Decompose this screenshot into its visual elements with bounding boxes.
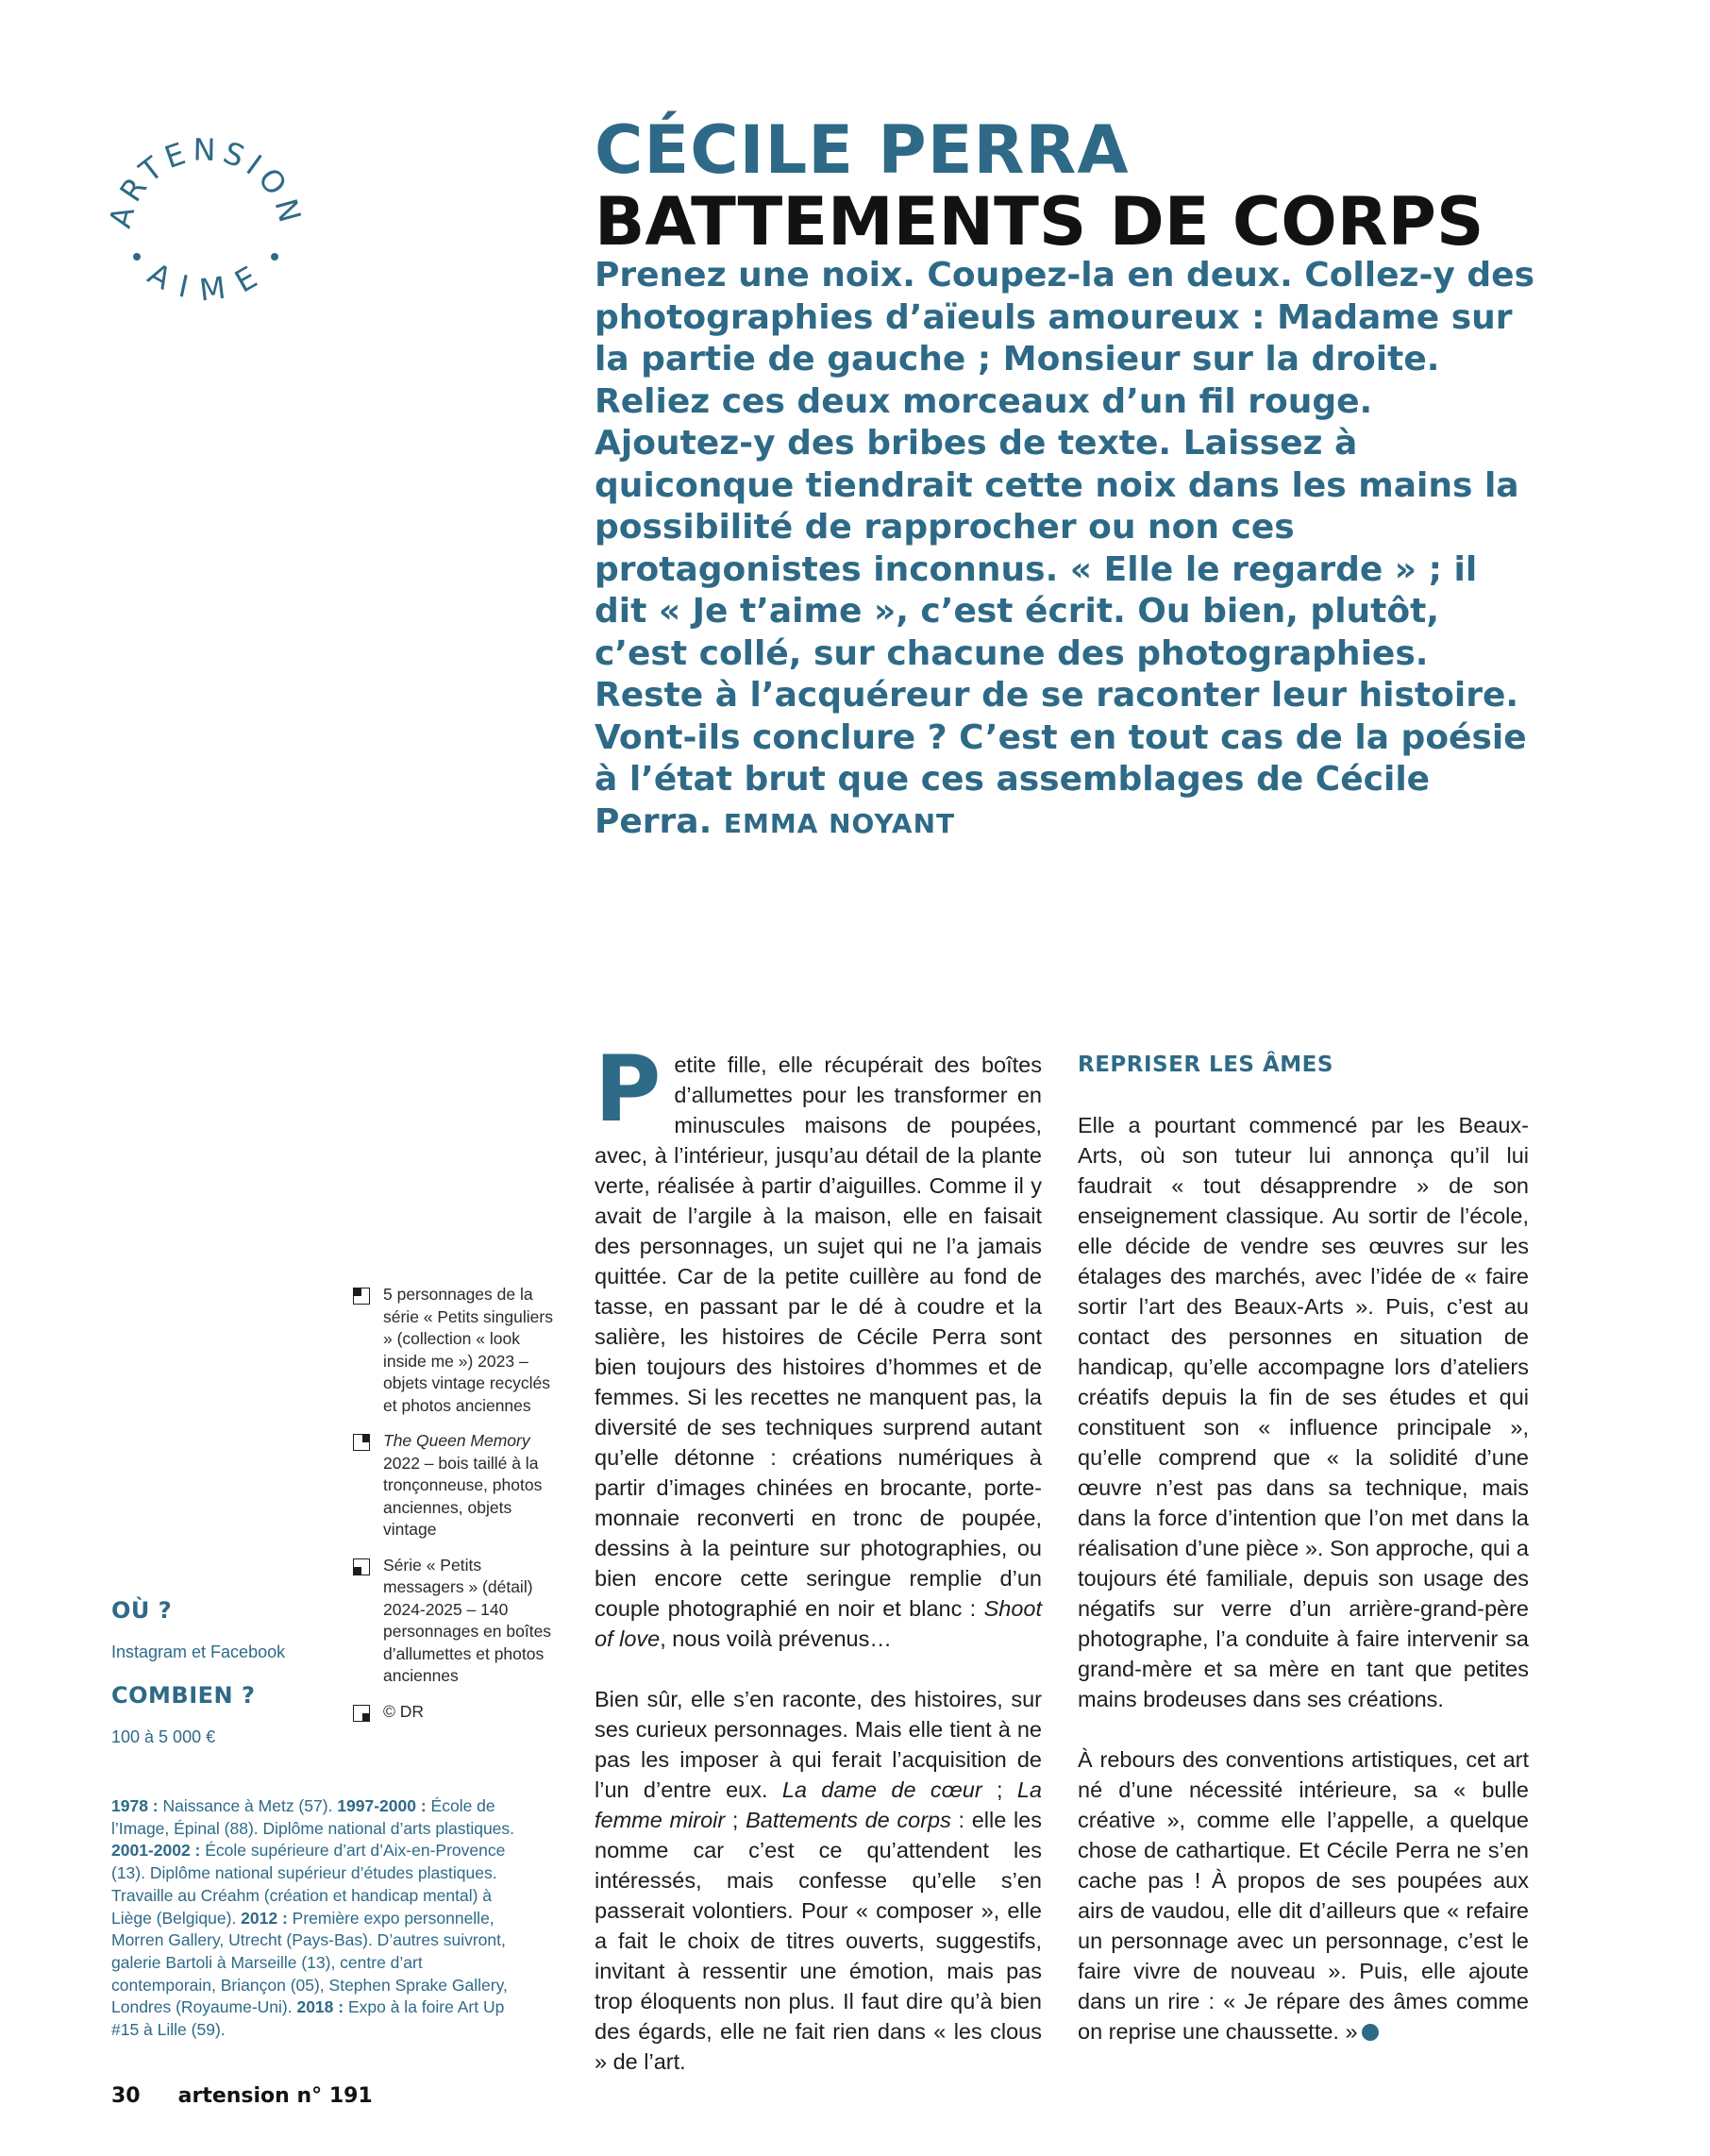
article-paragraph-3: Elle a pourtant commencé par les Beaux-Arts, où son tuteur lui annonça qu’il lui faudrait « tout désapprendre » de son enseignement classique. Au sortir de l’école, elle décide de vendre ses œuvres sur les étalages des marchés, avec l’idée de « faire sortir l’art des Beaux-Arts ». Puis, c’est au contact des personnes en situation de handicap, qu’elle accompagne lors d’ateliers créatifs depuis la fin de ses études et qui constituent son « influence principale », qu’elle comprend que « la solidité d’une œuvre n’est pas dans sa technique, mais dans la force d’intention que l’on met dans la réalisation d’une pièce ». Son approche, qui a toujours été familiale, depuis son usage des négatifs sur verre d’un arrière-grand-père photographe, l’a conduite à faire intervenir sa grand-mère et sa mère en tant que petites mains brodeuses dans ses créations.: [1078, 1113, 1529, 1711]
artension-aime-badge: [102, 96, 310, 304]
article-paragraph-2: Bien sûr, elle s’en raconte, des histoires, sur ses curieux personnages. Mais elle tient à ne pas les imposer à qui ferait l’acquisition de l’un d’entre eux. La dame de cœur ; La femme miroir ; Battements de corps : elle les nomme car c’est ce qu’attendent les intéressés, mais confesse qu’elle s’en passerait volontiers. Pour « composer », elle a fait le choix de titres ouverts, suggestifs, invitant à ressentir une émotion, mais pas trop éloquents non plus. Il faut dire qu’à bien des égards, elle ne fait rien dans « les clous » de l’art.: [595, 1687, 1042, 2074]
artwork-title-femme-miroir: La femme miroir: [595, 1777, 1042, 1832]
lead-text: Prenez une noix. Coupez-la en deux. Collez-y des photographies d’aïeuls amoureux : Madame sur la partie de gauche ; Monsieur sur la droite. Reliez ces deux morceaux d’un fil rouge. Ajoutez-y des bribes de texte. Laissez à quiconque tiendrait cette noix dans les mains la possibilité de rapprocher ou non ces protagonistes inconnus. « Elle le regarde » ; il dit « Je t’aime », c’est écrit. Ou bien, plutôt, c’est collé, sur chacune des photographies. Reste à l’acquéreur de se raconter leur histoire. Vont-ils conclure ? C’est en tout cas de la poésie à l’état brut que ces assemblages de Cécile Perra.: [595, 256, 1535, 841]
position-bottom-left-icon: [353, 1558, 370, 1575]
article-subheading: REPRISER LES ÂMES: [1078, 1053, 1333, 1077]
artwork-title-dame-de-coeur: La dame de cœur: [781, 1777, 982, 1802]
lead-author: EMMA NOYANT: [723, 807, 956, 839]
artist-biography: 1978 : Naissance à Metz (57). 1997-2000 : École de l’Image, Épinal (88). Diplôme national d’arts plastiques. 2001-2002 : École supérieure d’art d’Aix-en-Provence (13). Diplôme national supérieur d’études plastiques. Travaille au Créahm (création et handicap mental) à Liège (Belgique). 2012 : Première expo personnelle, Morren Gallery, Utrecht (Pays-Bas). D’autres suivront, galerie Bartoli à Marseille (13), centre d’art contemporain, Briançon (05), Stephen Sprake Gallery, Londres (Royaume-Uni). 2018 : Expo à la foire Art Up #15 à Lille (59).: [111, 1796, 515, 2040]
end-mark-icon: [1362, 2024, 1379, 2041]
badge-top-text: ARTENSION: [102, 131, 310, 232]
article-column-2: [1078, 1050, 1529, 2077]
where-heading: OÙ ?: [111, 1597, 173, 1624]
image-captions: [353, 1284, 562, 1736]
article-title-name: CÉCILE PERRA: [595, 111, 1130, 189]
caption-artwork-title: The Queen Memory: [383, 1431, 530, 1450]
article-lead: [595, 255, 1538, 845]
page-number: 30: [111, 2084, 141, 2108]
caption-2: The Queen Memory 2022 – bois taillé à la tronçonneuse, photos anciennes, objets vintage: [353, 1430, 562, 1541]
article-title-subtitle: BATTEMENTS DE CORPS: [595, 183, 1484, 261]
price-heading: COMBIEN ?: [111, 1682, 256, 1709]
drop-cap: P: [595, 1036, 662, 1142]
position-top-right-icon: [353, 1434, 370, 1451]
page-footer: [111, 2084, 411, 2108]
article-paragraph-1: Petite fille, elle récupérait des boîtes d’allumettes pour les transformer en minuscules maisons de poupées, avec, à l’intérieur, jusqu’au détail de la plante verte, réalisée à partir d’aiguilles. Comme il y avait de l’argile à la maison, elle en faisait des personnages, un sujet qui ne l’a jamais quittée. Car de la petite cuillère au fond de tasse, en passant par le dé à coudre et la salière, les histoires de Cécile Perra sont bien toujours des histoires d’hommes et de femmes. Si les recettes ne manquent pas, la diversité de ses techniques surprend autant qu’elle détonne : créations numériques à partir d’images chinées en brocante, porte-monnaie reconverti en tronc de poupée, dessins à la peinture sur photographies, ou bien encore cette seringue remplie d’un couple photographié en noir et blanc : Shoot of love, nous voilà prévenus…: [595, 1036, 1042, 1651]
caption-credit: © DR: [353, 1701, 562, 1724]
artwork-title-shoot-of-love: Shoot of love: [595, 1596, 1042, 1651]
article-paragraph-4: À rebours des conventions artistiques, cet art né d’une nécessité intérieure, sa « bulle créative », comme elle l’appelle, a quelque chose de cathartique. Et Cécile Perra ne s’en cache pas ! À propos de ses poupées aux airs de vaudou, elle dit d’ailleurs que « refaire un personnage avec un personnage, c’est le faire vivre de nouveau ». Puis, elle ajoute dans un rire : « Je répare des âmes comme on reprise une chaussette. »: [1078, 1747, 1529, 2044]
caption-3: Série « Petits messagers » (détail) 2024-2025 – 140 personnages en boîtes d’allumettes et photos anciennes: [353, 1555, 562, 1688]
where-text: Instagram et Facebook: [111, 1642, 286, 1661]
artwork-title-battements: Battements de corps: [746, 1808, 951, 1832]
badge-dot-left: [133, 253, 141, 261]
price-text: 100 à 5 000 €: [111, 1727, 216, 1746]
article-column-1: [595, 1036, 1042, 2107]
badge-bottom-text: AIME: [142, 255, 270, 304]
badge-dot-right: [271, 253, 278, 261]
magazine-issue: artension n° 191: [177, 2084, 373, 2108]
position-top-left-icon: [353, 1288, 370, 1305]
caption-1: 5 personnages de la série « Petits singuliers » (collection « look inside me ») 2023 – objets vintage recyclés et photos anciennes: [353, 1284, 562, 1417]
badge-circle-text: [102, 96, 310, 304]
